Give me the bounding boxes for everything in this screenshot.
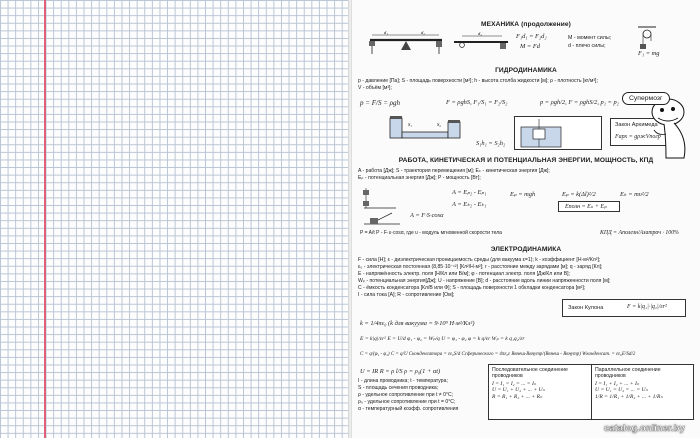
- electro-def-1: F - сила [Н]; ε - диэлектрическая проницаемость среды (для вакуума ε=1); k - коэффициент [Н·м²/Кл²];: [358, 257, 601, 263]
- grid-page: [0, 0, 349, 438]
- hydro-half-formula: p = ρgh/2, F = ρghS/2, p₁ = p₂: [540, 99, 619, 106]
- series-connection-column: [489, 365, 592, 419]
- work-definitions-1: A - работа [Дж]; S - траектория перемещения [м]; Eₖ - кинетическая энергия [Дж];: [358, 168, 550, 174]
- kinetic-energy-formula: Eₖ = mυ²/2: [620, 191, 649, 198]
- arm-def: d - плечо силы;: [568, 43, 606, 49]
- margin-line: [44, 0, 46, 438]
- moment-balance-formula: F₁d₁ = F₂d₂: [516, 33, 547, 40]
- coulomb-law-title: Закон Кулона: [568, 305, 604, 311]
- work-force-diagram: [362, 210, 402, 226]
- archimedes-diagram: [515, 117, 601, 149]
- ohm-def-1: I - длина проводника; t - температура;: [358, 378, 448, 384]
- archimedes-vessel: [514, 116, 602, 150]
- watermark: catalog.onliner.by: [604, 423, 685, 434]
- power-formula: P = A/t P - F·υ·cosα, где υ - модуль мгновенной скорости тела: [360, 230, 502, 236]
- electro-def-5: C - ёмкость конденсатора [Кл/В или Ф]; S - площадь поверхности 1 обкладки конденсатора [м²];: [358, 285, 586, 291]
- section-title-mechanics: МЕХАНИКА (продолжение): [481, 21, 571, 28]
- hydraulic-press-diagram: [386, 114, 466, 142]
- coulomb-law-box: [562, 299, 686, 317]
- archimedes-formula: Fарх = gρжVпогр: [615, 134, 661, 140]
- coulomb-constant-formula: k = 1/4πε₀ (k для вакуума = 9·10⁹ Н·м²/Кл²): [360, 320, 475, 327]
- electro-def-6: I - сила тока [А]; R - сопротивление [Ом];: [358, 292, 455, 298]
- moment-def: M - момент силы;: [568, 35, 612, 41]
- series-connection-title: Последовательное соединение проводников: [492, 367, 568, 379]
- hydro-definitions-1: p - давление [Па]; S - площадь поверхности [м²]; h - высота столба жидкости [м]; ρ - плотность [кг/м³];: [358, 78, 598, 84]
- svg-text:d₂: d₂: [478, 31, 482, 36]
- work-potential-diagram: [362, 186, 398, 210]
- lever-diagram: [366, 30, 446, 56]
- coulomb-law-formula: F = k|q₁|·|q₂|/εr²: [627, 304, 667, 310]
- series-resistance-row: R = R₁ + R₂ + ... + Rₙ: [492, 393, 543, 400]
- field-formulas-row: E = k|q|/εr² E = U/d φ₁ - φ₂ = Wₚ/q U = φ₁ - φ₂ φ = k q/εr Wₚ = k q₁q₂/εr: [360, 336, 525, 342]
- pulley-formula: F₁ = mg: [638, 50, 660, 57]
- formula-page: [352, 0, 700, 438]
- ohm-def-3: ρ - удельное сопротивление при t ≠ 0°C;: [358, 392, 454, 398]
- capacitance-formulas-row: C = q/(φ₁ - φ₂) C = q/U Cконденсатора = εε₀S/d Cсферического = 4πε₀ε Rвнеш·Rвнутр/(Rвнеш - Rвнутр) Wконденсат. = εε₀E²Sd/2: [360, 352, 636, 357]
- electro-def-3: E - напряжённость электр. поля [Н/Кл или В/м]; φ - потенциал электр. поля [Дж/Кл или В];: [358, 271, 570, 277]
- parallel-resistance-row: 1/R = 1/R₁ + 1/R₂ + ... + 1/Rₙ: [595, 393, 663, 400]
- volume-balance-formula: S₁h₁ = S₂h₂: [476, 140, 506, 147]
- gravity-potential-formula: Eₚ = mgh: [510, 191, 536, 198]
- ohm-def-4: ρ₀ - удельное сопротивление при t = 0°C;: [358, 399, 456, 405]
- total-energy-formula: Eполн = Eₖ + Eₚ: [565, 204, 607, 210]
- lever-diagram-2: [452, 30, 510, 54]
- ohm-law-formula: U = IR R = ρ l/S ρ = ρ₀(1 + αt): [360, 368, 441, 375]
- work-force-formula: A = F·S·cosα: [410, 212, 444, 219]
- svg-text:S₁: S₁: [408, 122, 412, 127]
- section-title-work: РАБОТА, КИНЕТИЧЕСКАЯ И ПОТЕНЦИАЛЬНАЯ ЭНЕРГИИ, МОЩНОСТЬ, КПД: [398, 157, 654, 164]
- efficiency-formula: КПД = Aполезн/Aзатрач · 100%: [600, 230, 679, 236]
- ohm-def-2: S - площадь сечения проводника;: [358, 385, 439, 391]
- hydro-definitions-2: V - объём [м³];: [358, 85, 392, 91]
- electro-def-2: ε₀ - электрическая постоянная (8,85·10⁻¹²) [Кл²/Н·м²]; r - расстояние между зарядами [м]; q - заряд [Кл];: [358, 264, 603, 270]
- work-kinetic-formula: A = Eₖ₂ - Eₖ₁: [452, 201, 487, 208]
- electro-def-4: Wₚ - потенциальная энергия[Дж]; U - напряжение [В]; d - расстояние вдоль линии напряженности поля [м];: [358, 278, 611, 284]
- pulley-diagram: [636, 26, 658, 50]
- parallel-voltage-row: U = U₁ = U₂ = ... = Uₙ: [595, 387, 648, 394]
- circuit-connections-table: [488, 364, 694, 420]
- section-title-hydro: ГИДРОДИНАМИКА: [495, 67, 557, 74]
- moment-formula: M = Fd: [520, 43, 540, 50]
- parallel-connection-column: [592, 365, 695, 419]
- parallel-current-row: I = I₁ + I₂ + ... + Iₙ: [595, 381, 640, 387]
- pressure-formula: p = F/S = ρgh: [360, 99, 401, 107]
- mascot-speech-bubble: Супермозг: [622, 92, 670, 105]
- work-potential-formula: A = Eₚ₂ - Eₚ₁: [452, 189, 487, 196]
- svg-text:S₂: S₂: [437, 122, 441, 127]
- archimedes-law-title: Закон Архимеда: [615, 122, 658, 128]
- series-voltage-row: U = U₁ + U₂ + ... + Uₙ: [492, 387, 545, 394]
- svg-text:d₂: d₂: [421, 30, 425, 35]
- total-energy-box: [558, 201, 620, 212]
- hydro-force-formula: F = ρghS, F₁/S₁ = F₂/S₂: [446, 99, 508, 106]
- svg-text:d₁: d₁: [384, 30, 388, 35]
- section-title-electro: ЭЛЕКТРОДИНАМИКА: [490, 246, 562, 253]
- work-definitions-2: Eₚ - потенциальная энергия [Дж]; P - мощность [Вт];: [358, 175, 481, 181]
- ohm-def-5: α - температурный коэфф. сопротивления: [358, 406, 459, 412]
- parallel-connection-title: Параллельное соединение проводников: [595, 367, 661, 379]
- spring-potential-formula: Eₚ = k(Δl)²/2: [562, 191, 596, 198]
- series-current-row: I = I₁ = I₂ = ... = Iₙ: [492, 381, 537, 387]
